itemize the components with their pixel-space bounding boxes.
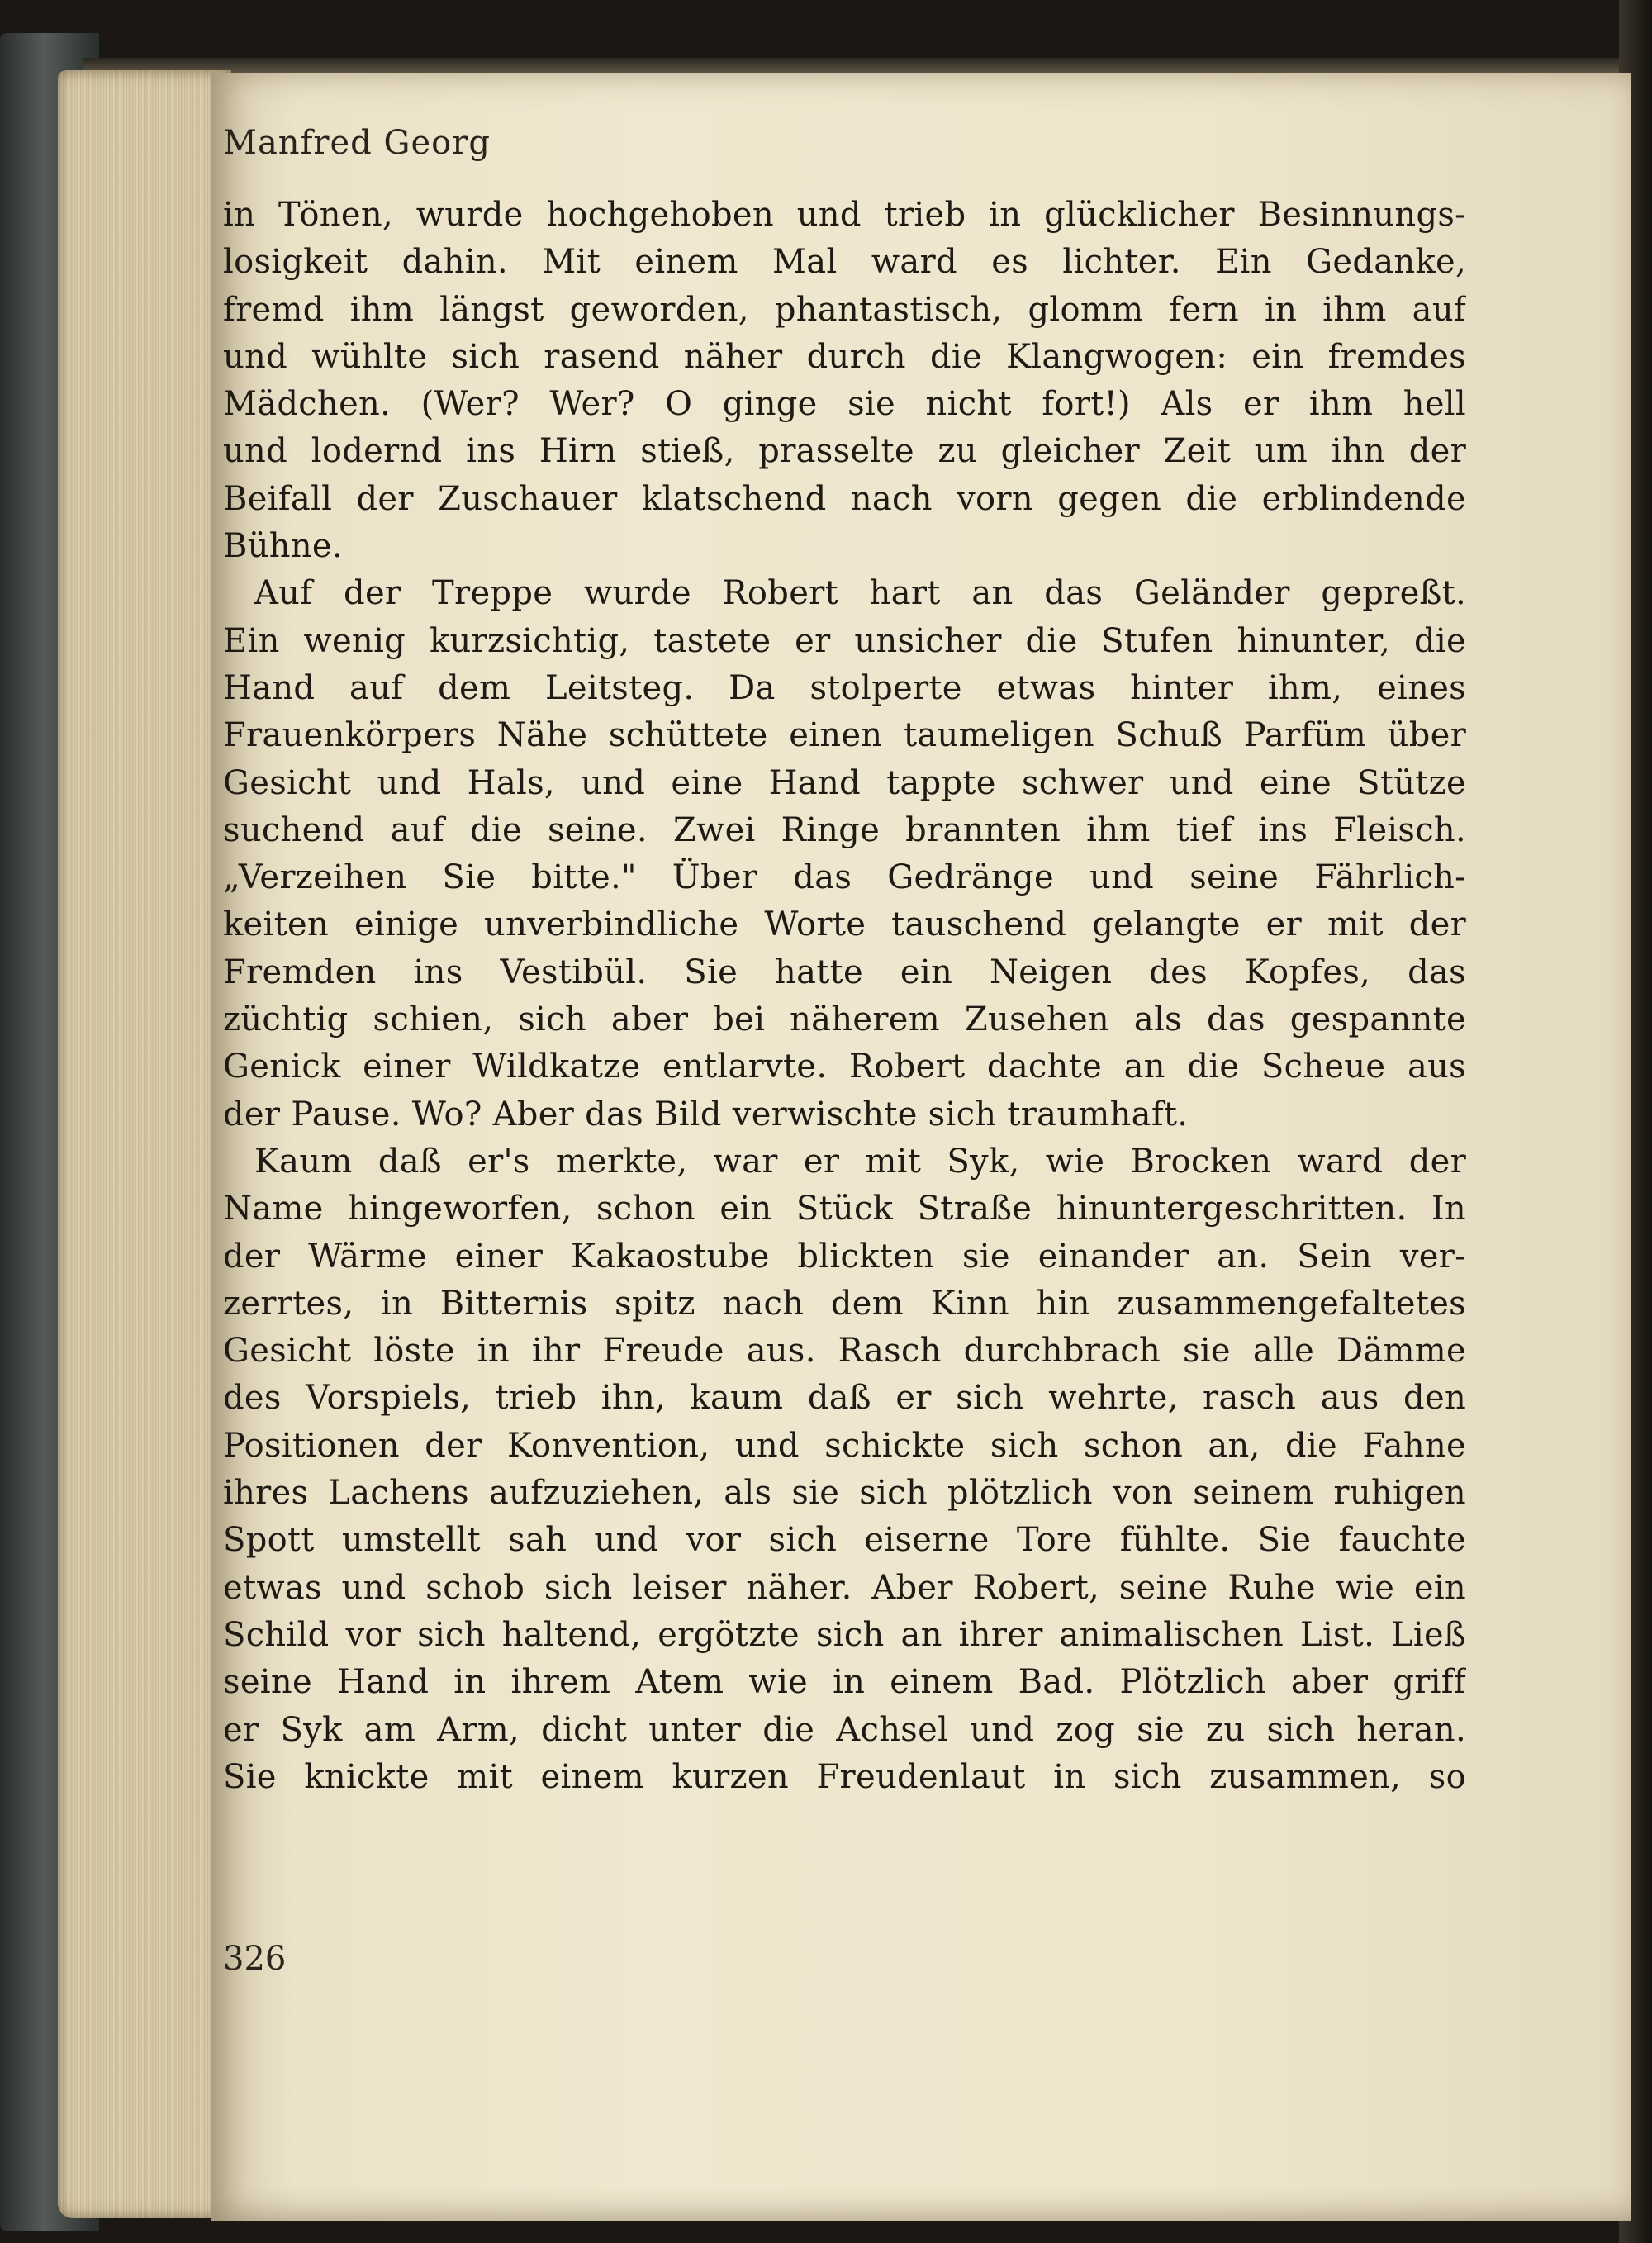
text-line: etwas und schob sich leiser näher. Aber Robert, seine Ruhe wie ein — [223, 1568, 1466, 1607]
text-line: keiten einige unverbindliche Worte tauschend gelangte er mit der — [223, 905, 1466, 944]
text-line: Sie knickte mit einem kurzen Freudenlaut in sich zusammen, so — [223, 1757, 1466, 1796]
text-line: Bühne. — [223, 527, 343, 566]
text-line: der Pause. Wo? Aber das Bild verwischte sich traumhaft. — [223, 1095, 1189, 1133]
text-line: Auf der Treppe wurde Robert hart an das Geländer gepreßt. — [254, 574, 1466, 613]
text-line: Genick einer Wildkatze entlarvte. Robert dachte an die Scheue aus — [223, 1048, 1466, 1086]
text-line: ihres Lachens aufzuziehen, als sie sich plötzlich von seinem ruhigen — [223, 1474, 1466, 1513]
text-line: Positionen der Konvention, und schickte sich schon an, die Fahne — [223, 1426, 1466, 1465]
text-line: züchtig schien, sich aber bei näherem Zusehen als das gespannte — [223, 1000, 1466, 1039]
text-line: Kaum daß er's merkte, war er mit Syk, wie Brocken ward der — [254, 1142, 1466, 1181]
text-line: Schild vor sich haltend, ergötzte sich an ihrer animalischen List. Ließ — [223, 1615, 1466, 1654]
text-line: Name hingeworfen, schon ein Stück Straße hinuntergeschritten. In — [223, 1190, 1466, 1228]
body-text — [223, 192, 1466, 1801]
text-line: Gesicht löste in ihr Freude aus. Rasch durchbrach sie alle Dämme — [223, 1332, 1466, 1371]
page-number: 326 — [223, 1940, 287, 1978]
text-line: losigkeit dahin. Mit einem Mal ward es lichter. Ein Gedanke, — [223, 243, 1466, 282]
text-line: und lodernd ins Hirn stieß, prasselte zu gleicher Zeit um ihn der — [223, 432, 1466, 471]
text-line: Fremden ins Vestibül. Sie hatte ein Neigen des Kopfes, das — [223, 953, 1466, 991]
text-line: Spott umstellt sah und vor sich eiserne Tore fühlte. Sie fauchte — [223, 1521, 1466, 1560]
text-line: Gesicht und Hals, und eine Hand tappte schwer und eine Stütze — [223, 763, 1466, 802]
text-line: Beifall der Zuschauer klatschend nach vorn gegen die erblindende — [223, 479, 1466, 518]
text-line: suchend auf die seine. Zwei Ringe brannten ihm tief ins Fleisch. — [223, 810, 1466, 849]
text-line: in Tönen, wurde hochgehoben und trieb in glücklicher Besinnungs- — [223, 196, 1466, 234]
text-line: der Wärme einer Kakaostube blickten sie einander an. Sein ver- — [223, 1237, 1466, 1276]
text-line: Hand auf dem Leitsteg. Da stolperte etwas hinter ihm, eines — [223, 668, 1466, 707]
text-line: seine Hand in ihrem Atem wie in einem Bad. Plötzlich aber griff — [223, 1663, 1466, 1702]
text-line: und wühlte sich rasend näher durch die Klangwogen: ein fremdes — [223, 337, 1466, 376]
text-line: zerrtes, in Bitternis spitz nach dem Kinn hin zusammengefaltetes — [223, 1284, 1466, 1323]
text-line: Frauenkörpers Nähe schüttete einen taumeligen Schuß Parfüm über — [223, 716, 1466, 755]
running-head: Manfred Georg — [223, 124, 491, 162]
text-line: Ein wenig kurzsichtig, tastete er unsicher die Stufen hinunter, die — [223, 621, 1466, 660]
text-line: Mädchen. (Wer? Wer? O ginge sie nicht fort!) Als er ihm hell — [223, 385, 1466, 424]
page-edges — [58, 70, 231, 2218]
text-line: fremd ihm längst geworden, phantastisch, glomm fern in ihm auf — [223, 290, 1466, 329]
text-line: er Syk am Arm, dicht unter die Achsel und zog sie zu sich heran. — [223, 1710, 1466, 1749]
text-line: „Verzeihen Sie bitte." Über das Gedränge und seine Fährlich- — [223, 858, 1466, 897]
text-line: des Vorspiels, trieb ihn, kaum daß er sich wehrte, rasch aus den — [223, 1379, 1466, 1418]
